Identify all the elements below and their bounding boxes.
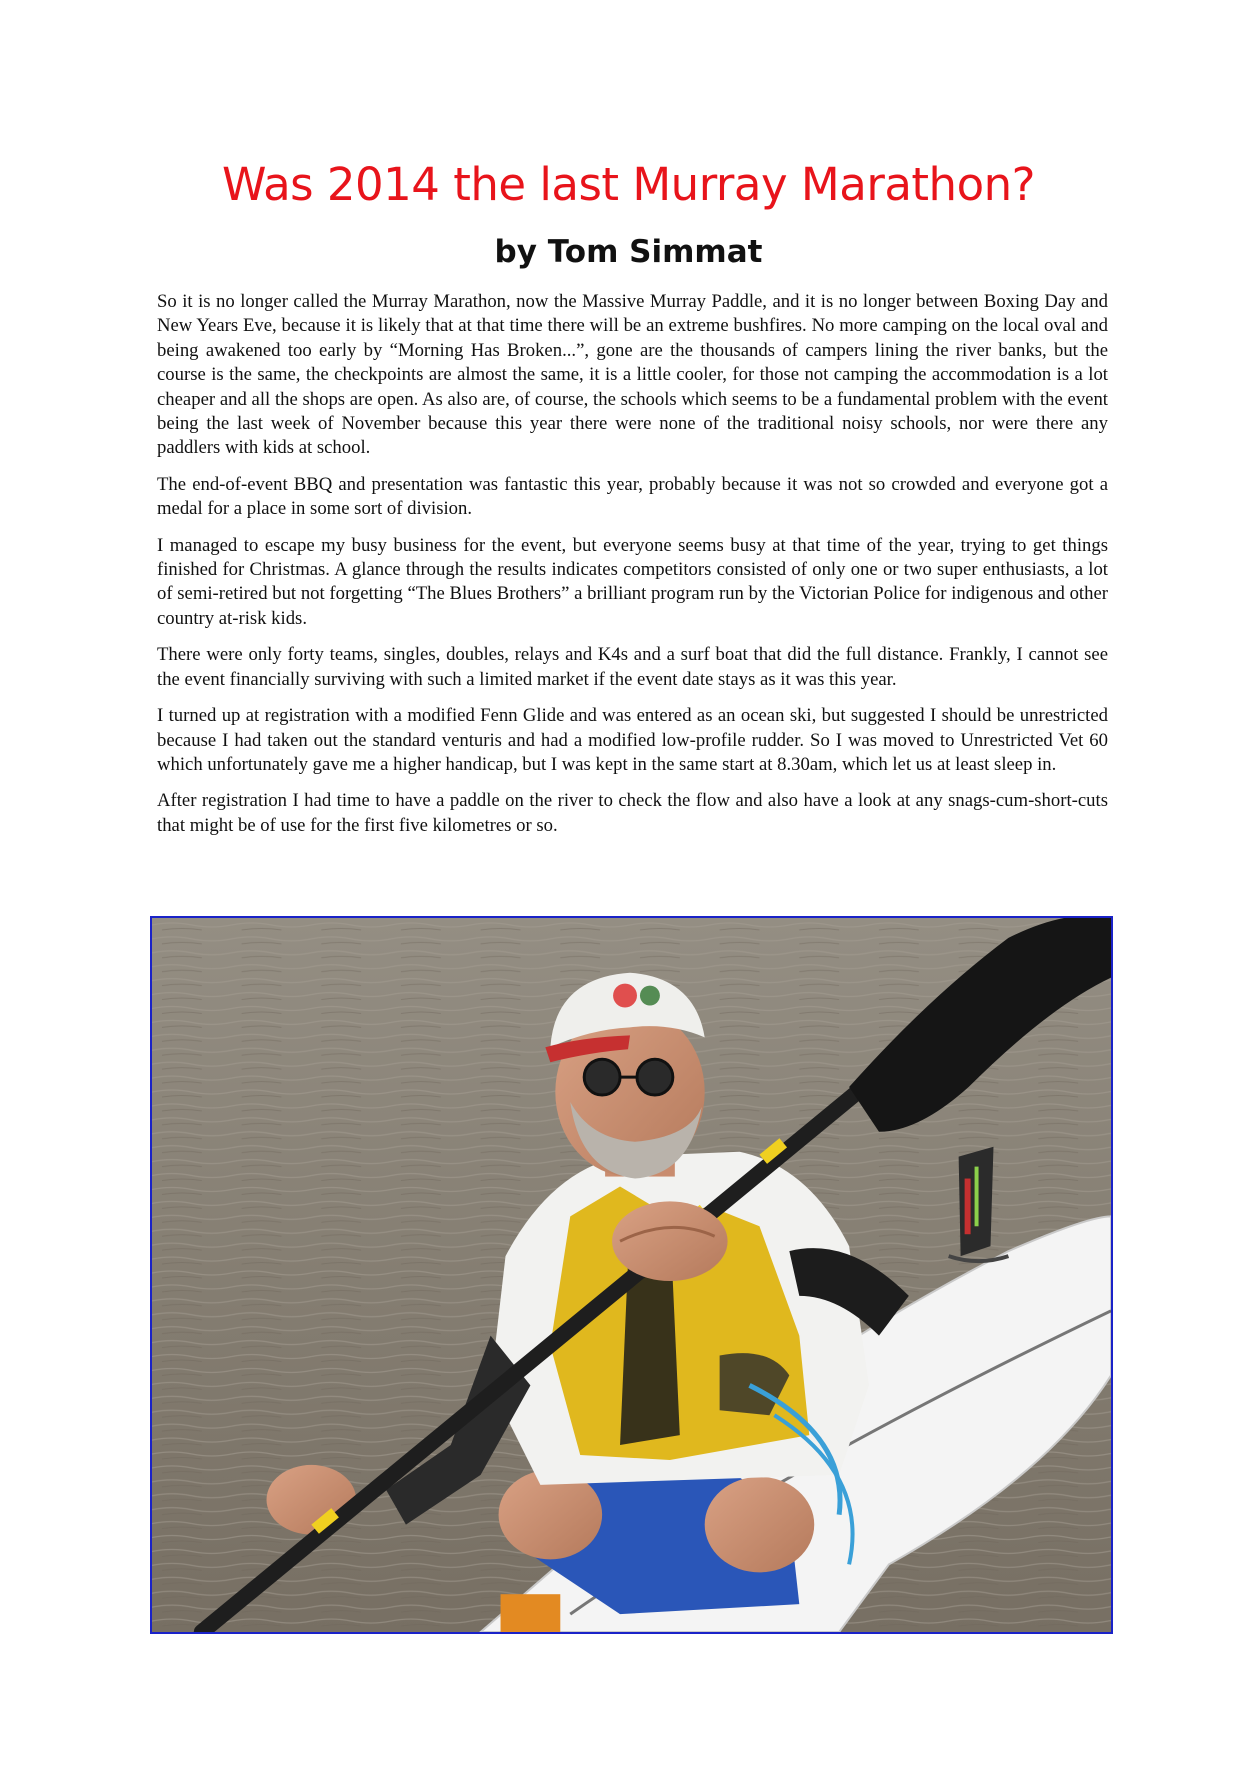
article-byline: by Tom Simmat [494,234,763,270]
paragraph: After registration I had time to have a paddle on the river to check the flow and also have a look at any snags-cum-short-cuts that might be of use for the first five kilometres or so. [157,790,1108,836]
kayaker-illustration [152,918,1111,1632]
paragraph: The end-of-event BBQ and presentation was fantastic this year, probably because it was not so crowded and everyone got a medal for a place in some sort of division. [157,473,1108,520]
paragraph: So it is no longer called the Murray Marathon, now the Massive Murray Paddle, and it is no longer between Boxing Day and New Years Eve, because it is likely that at that time there will be an extreme bushfires. No more camping on the local oval and being awakened too early by “Morning Has Broken...”, gone are the thousands of campers lining the river banks, but the course is the same, the checkpoints are almost the same, it is a little cooler, for those not camping the accommodation is a lot cheaper and all the shops are open. As also are, of course, the schools which seems to be a fundamental problem with the event being the last week of November because this year there were none of the traditional noisy schools, nor were there any paddlers with kids at school. [157,291,1108,459]
article-title: Was 2014 the last Murray Marathon? [221,158,1036,211]
paragraph: I managed to escape my busy business for the event, but everyone seems busy at that time of the year, trying to get things finished for Christmas. A glance through the results indicates competitors consisted of only one or two super enthusiasts, a lot of semi-retired but not forgetting “The Blues Brothers” a brilliant program run by the Victorian Police for indigenous and other country at-risk kids. [157,534,1108,629]
paragraph: I turned up at registration with a modified Fenn Glide and was entered as an ocean ski, but suggested I should be unrestricted because I had taken out the standard venturis and had a modified low-profile rudder. So I was moved to Unrestricted Vet 60 which unfortunately gave me a higher handicap, but I was kept in the same start at 8.30am, which let us at least sleep in. [157,705,1108,775]
kayaker-photo [150,916,1113,1634]
article-body [157,290,1108,850]
paragraph: There were only forty teams, singles, doubles, relays and K4s and a surf boat that did the full distance. Frankly, I cannot see the event financially surviving with such a limited market if the event date stays as it was this year. [157,644,1108,690]
